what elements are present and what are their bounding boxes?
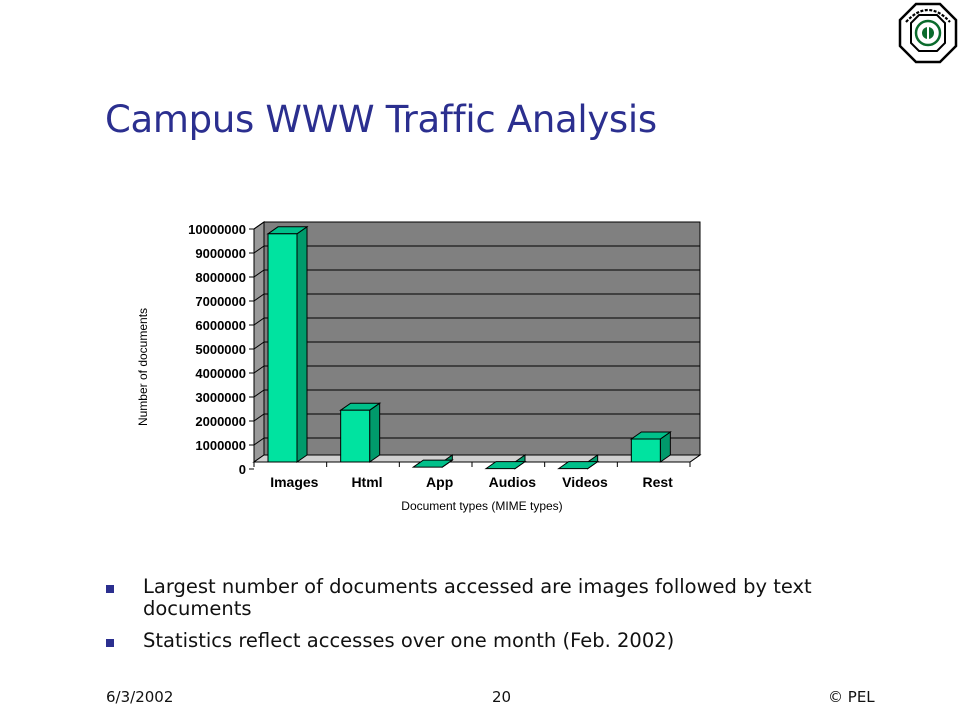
- bullet-text: Statistics reflect accesses over one month (Feb. 2002): [143, 629, 675, 652]
- footer-date: 6/3/2002: [106, 688, 174, 706]
- bullet-item: [106, 576, 906, 620]
- footer-copyright: © PEL: [828, 688, 875, 706]
- bullet-text: Largest number of documents accessed are images followed by text documents: [143, 575, 812, 620]
- bar: [631, 439, 660, 462]
- bullet-square-icon: [106, 639, 114, 647]
- pel-logo: [898, 2, 958, 64]
- y-tick-label: 6000000: [195, 318, 246, 333]
- x-tick-label: Rest: [642, 474, 673, 490]
- bullet-square-icon: [106, 585, 114, 593]
- x-tick-label: Videos: [562, 474, 608, 490]
- x-tick-label: Audios: [488, 474, 537, 490]
- bar-top: [486, 462, 525, 469]
- y-tick-label: 1000000: [195, 438, 246, 453]
- y-tick-label: 2000000: [195, 414, 246, 429]
- bar: [268, 234, 297, 462]
- y-tick-label: 9000000: [195, 246, 246, 261]
- x-axis-title: Document types (MIME types): [401, 499, 563, 513]
- bar-chart: [120, 200, 720, 530]
- bar-side: [297, 227, 307, 462]
- x-tick-label: Images: [270, 474, 319, 490]
- page-title: Campus WWW Traffic Analysis: [105, 98, 657, 141]
- x-tick-label: App: [426, 474, 454, 490]
- footer-page-number: 20: [492, 688, 512, 706]
- y-axis-title: Number of documents: [136, 307, 150, 427]
- y-tick-label: 7000000: [195, 294, 246, 309]
- bullet-item: [106, 630, 906, 652]
- y-tick-label: 10000000: [188, 222, 246, 237]
- bar-top: [559, 462, 598, 469]
- bar: [341, 410, 370, 462]
- x-tick-label: Html: [351, 474, 383, 490]
- y-tick-label: 4000000: [195, 366, 246, 381]
- y-tick-label: 3000000: [195, 390, 246, 405]
- y-tick-label: 5000000: [195, 342, 246, 357]
- bullet-list: [106, 576, 906, 662]
- y-tick-label: 0: [238, 462, 246, 477]
- bar-side: [370, 403, 380, 462]
- logo-emblem-mark: [927, 24, 929, 42]
- y-tick-label: 8000000: [195, 270, 246, 285]
- plot-side-wall: [254, 222, 264, 462]
